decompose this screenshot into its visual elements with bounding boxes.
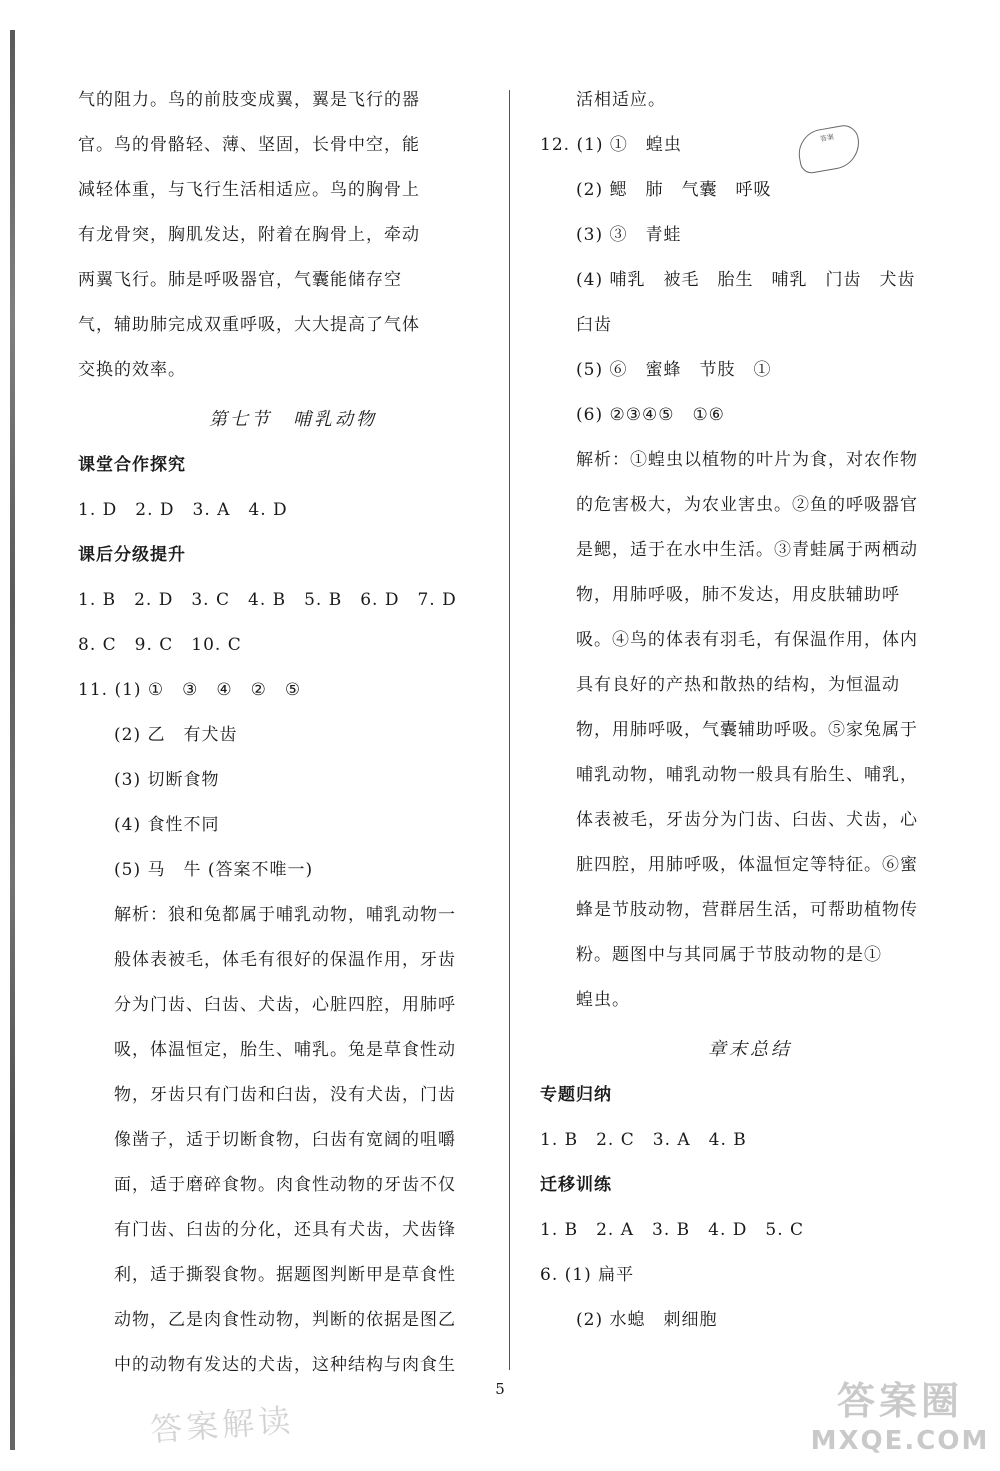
continued-text: 活相适应。 — [576, 90, 666, 110]
analysis-line: 脏四腔，用肺呼吸，体温恒定等特征。⑥蜜 — [576, 855, 918, 875]
question-6-part-2: (2) 水螅 刺细胞 — [576, 1310, 718, 1330]
watermark-logo-bottom: MXQE.COM — [810, 1426, 990, 1456]
watermark-logo-top: 答案圈 — [836, 1379, 963, 1423]
text-line: 减轻体重，与飞行生活相适应。鸟的胸骨上 — [78, 180, 420, 200]
text-line: 气，辅助肺完成双重呼吸，大大提高了气体 — [78, 315, 420, 335]
analysis-line: 物，牙齿只有门齿和臼齿，没有犬齿，门齿 — [114, 1085, 456, 1105]
question-12-part-6: (6) ②③④⑤ ①⑥ — [576, 405, 725, 425]
watermark-logo — [805, 1376, 995, 1466]
topic-answers: 1. B 2. C 3. A 4. B — [540, 1130, 747, 1150]
analysis-line: 般体表被毛，体毛有很好的保温作用，牙齿 — [114, 950, 456, 970]
left-column — [78, 80, 478, 1390]
question-11-part-4: (4) 食性不同 — [114, 815, 220, 835]
text-line: 有龙骨突，胸肌发达，附着在胸骨上，牵动 — [78, 225, 420, 245]
analysis-line: 动物，乙是肉食性动物，判断的依据是图乙 — [114, 1310, 456, 1330]
analysis-line: 物，用肺呼吸，气囊辅助呼吸。⑤家兔属于 — [576, 720, 918, 740]
analysis-line: 具有良好的产热和散热的结构，为恒温动 — [576, 675, 900, 695]
right-column — [540, 80, 930, 1345]
page-number: 5 — [495, 1380, 505, 1398]
column-divider — [509, 90, 510, 1370]
text-line: 官。鸟的骨骼轻、薄、坚固，长骨中空，能 — [78, 135, 420, 155]
question-12-part-5: (5) ⑥ 蜜蜂 节肢 ① — [576, 360, 772, 380]
analysis-line: 利，适于撕裂食物。据题图判断甲是草食性 — [114, 1265, 456, 1285]
heading-classroom: 课堂合作探究 — [78, 455, 186, 475]
analysis-line: 蝗虫。 — [576, 990, 630, 1010]
heading-after-class: 课后分级提升 — [78, 545, 186, 565]
question-11-part-5: (5) 马 牛 (答案不唯一) — [114, 860, 314, 880]
question-12-part-1: 12. (1) ① 蝗虫 — [540, 135, 682, 155]
analysis-line: 的危害极大，为农业害虫。②鱼的呼吸器官 — [576, 495, 918, 515]
text-line: 交换的效率。 — [78, 360, 186, 380]
section-title-mammals: 第七节 哺乳动物 — [209, 409, 377, 430]
analysis-line: 粉。题图中与其同属于节肢动物的是① — [576, 945, 882, 965]
analysis-line: 有门齿、臼齿的分化，还具有犬齿，犬齿锋 — [114, 1220, 456, 1240]
section-title-chapter-summary: 章末总结 — [708, 1039, 792, 1060]
analysis-line: 像凿子，适于切断食物，臼齿有宽阔的咀嚼 — [114, 1130, 456, 1150]
text-line: 气的阻力。鸟的前肢变成翼，翼是飞行的器 — [78, 90, 420, 110]
analysis-line: 哺乳动物，哺乳动物一般具有胎生、哺乳， — [576, 765, 918, 785]
question-11-part-1: 11. (1) ① ③ ④ ② ⑤ — [78, 680, 302, 700]
question-11-part-3: (3) 切断食物 — [114, 770, 220, 790]
question-6-part-1: 6. (1) 扁平 — [540, 1265, 635, 1285]
text-line: 两翼飞行。肺是呼吸器官，气囊能储存空 — [78, 270, 402, 290]
question-12-part-4: (4) 哺乳 被毛 胎生 哺乳 门齿 犬齿 — [576, 270, 916, 290]
watermark-text: 答案解读 — [148, 1401, 296, 1449]
classroom-answers: 1. D 2. D 3. A 4. D — [78, 500, 288, 520]
after-class-answers-2: 8. C 9. C 10. C — [78, 635, 242, 655]
question-12-part-4-cont: 臼齿 — [576, 315, 612, 335]
transfer-answers: 1. B 2. A 3. B 4. D 5. C — [540, 1220, 805, 1240]
analysis-line: 体表被毛，牙齿分为门齿、臼齿、犬齿，心 — [576, 810, 918, 830]
heading-topic-summary: 专题归纳 — [540, 1085, 612, 1105]
analysis-line: 解析：①蝗虫以植物的叶片为食，对农作物 — [576, 450, 918, 470]
analysis-line: 解析：狼和兔都属于哺乳动物，哺乳动物一 — [114, 905, 456, 925]
analysis-line: 中的动物有发达的犬齿，这种结构与肉食生 — [114, 1355, 456, 1375]
analysis-line: 面，适于磨碎食物。肉食性动物的牙齿不仅 — [114, 1175, 456, 1195]
question-12-part-2: (2) 鳃 肺 气囊 呼吸 — [576, 180, 772, 200]
analysis-line: 是鳃，适于在水中生活。③青蛙属于两栖动 — [576, 540, 918, 560]
analysis-line: 分为门齿、臼齿、犬齿，心脏四腔，用肺呼 — [114, 995, 456, 1015]
scan-shadow-edge — [10, 30, 15, 1450]
small-stamp: 答案 — [795, 123, 863, 175]
after-class-answers-1: 1. B 2. D 3. C 4. B 5. B 6. D 7. D — [78, 590, 457, 610]
analysis-line: 吸。④鸟的体表有羽毛，有保温作用，体内 — [576, 630, 918, 650]
question-11-part-2: (2) 乙 有犬齿 — [114, 725, 238, 745]
question-12-part-3: (3) ③ 青蛙 — [576, 225, 682, 245]
heading-transfer-training: 迁移训练 — [540, 1175, 612, 1195]
analysis-line: 吸，体温恒定，胎生、哺乳。兔是草食性动 — [114, 1040, 456, 1060]
analysis-line: 物，用肺呼吸，肺不发达，用皮肤辅助呼 — [576, 585, 900, 605]
analysis-line: 蜂是节肢动物，营群居生活，可帮助植物传 — [576, 900, 918, 920]
